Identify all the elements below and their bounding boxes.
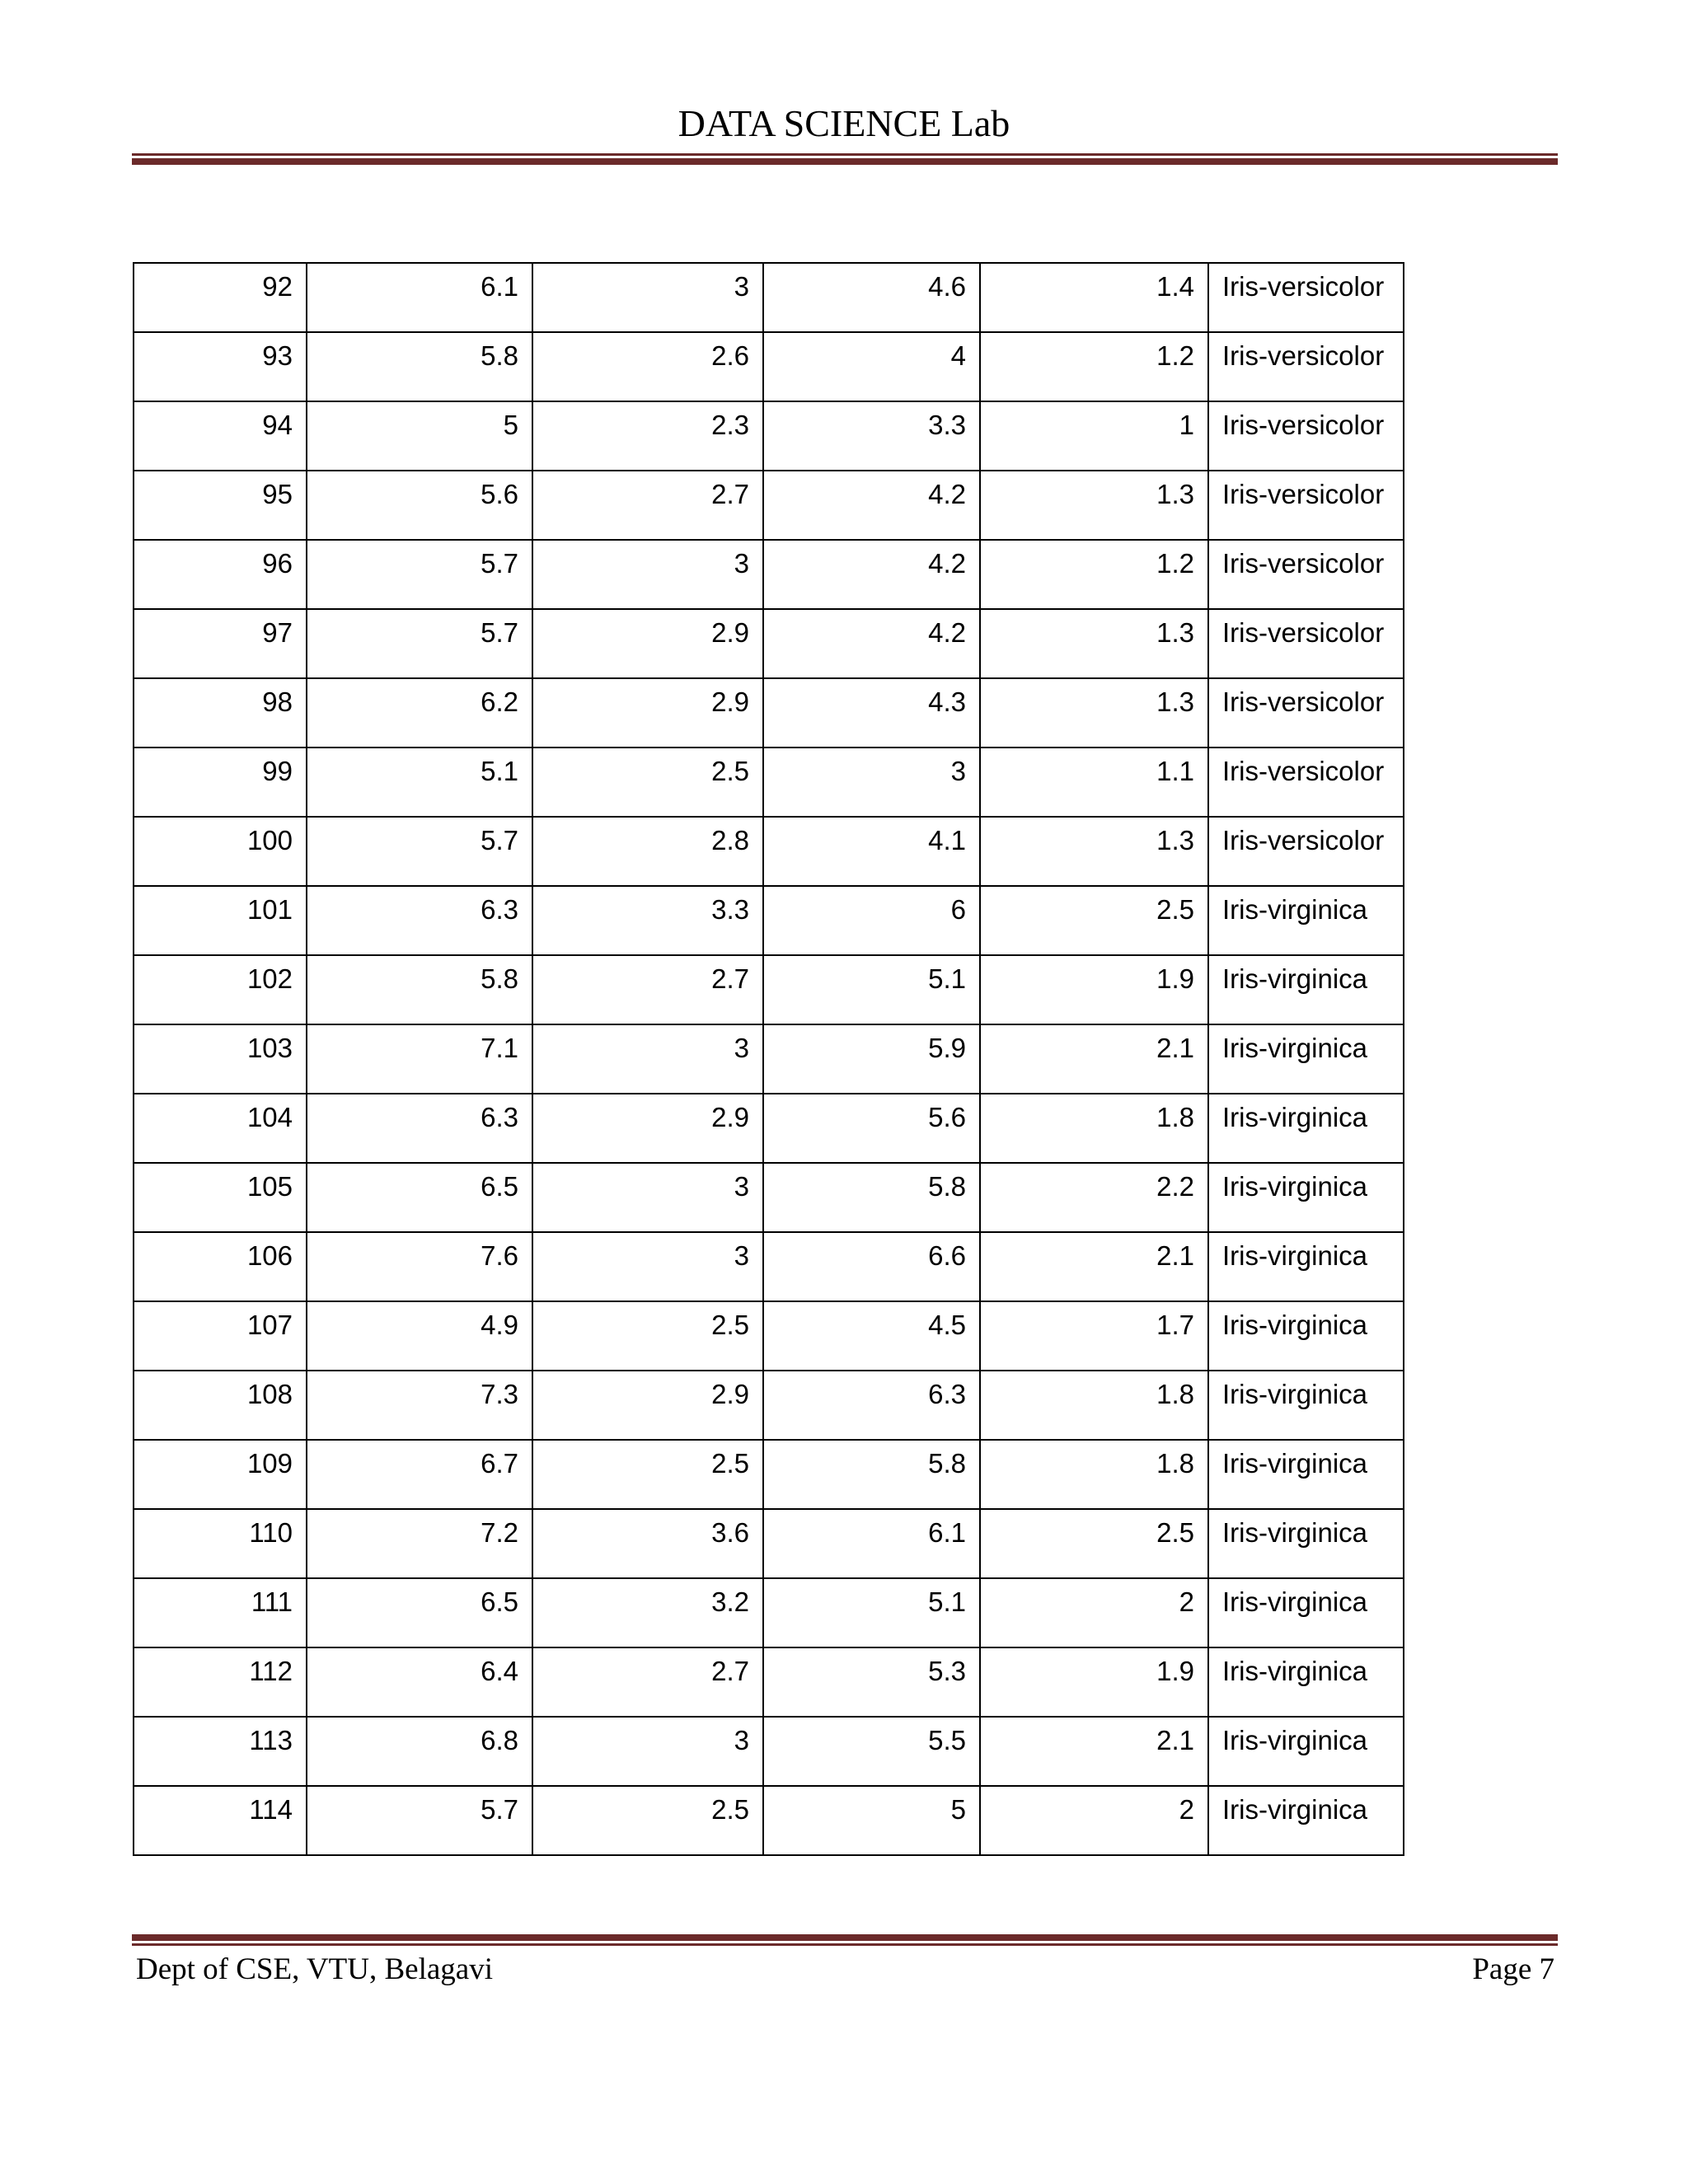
row-id-cell: 114	[134, 1786, 307, 1855]
row-id-cell: 112	[134, 1647, 307, 1717]
sepal-width-cell: 2.7	[532, 955, 763, 1024]
petal-length-cell: 5.5	[763, 1717, 980, 1786]
sepal-length-cell: 6.4	[307, 1647, 532, 1717]
petal-width-cell: 2.1	[980, 1717, 1208, 1786]
footer-page-number: Page 7	[1472, 1952, 1554, 1986]
petal-width-cell: 2.1	[980, 1232, 1208, 1301]
sepal-length-cell: 6.5	[307, 1163, 532, 1232]
species-cell: Iris-versicolor	[1208, 748, 1404, 817]
sepal-length-cell: 5.7	[307, 1786, 532, 1855]
species-cell: Iris-versicolor	[1208, 401, 1404, 471]
petal-length-cell: 4.2	[763, 609, 980, 678]
sepal-length-cell: 6.3	[307, 886, 532, 955]
petal-width-cell: 1.9	[980, 1647, 1208, 1717]
table-row	[134, 1578, 1404, 1647]
species-cell: Iris-virginica	[1208, 1232, 1404, 1301]
petal-length-cell: 6.6	[763, 1232, 980, 1301]
footer-department: Dept of CSE, VTU, Belagavi	[136, 1952, 493, 1986]
species-cell: Iris-versicolor	[1208, 332, 1404, 401]
petal-length-cell: 6.1	[763, 1509, 980, 1578]
petal-length-cell: 5.8	[763, 1440, 980, 1509]
petal-length-cell: 5.8	[763, 1163, 980, 1232]
table-row	[134, 1371, 1404, 1440]
table-row	[134, 955, 1404, 1024]
petal-width-cell: 2.5	[980, 1509, 1208, 1578]
species-cell: Iris-virginica	[1208, 886, 1404, 955]
table-row	[134, 1440, 1404, 1509]
sepal-length-cell: 7.3	[307, 1371, 532, 1440]
row-id-cell: 98	[134, 678, 307, 748]
species-cell: Iris-versicolor	[1208, 678, 1404, 748]
petal-length-cell: 5.3	[763, 1647, 980, 1717]
row-id-cell: 109	[134, 1440, 307, 1509]
petal-width-cell: 1.1	[980, 748, 1208, 817]
sepal-width-cell: 2.5	[532, 1440, 763, 1509]
table-row	[134, 1647, 1404, 1717]
species-cell: Iris-virginica	[1208, 1371, 1404, 1440]
sepal-width-cell: 2.5	[532, 1301, 763, 1371]
row-id-cell: 92	[134, 263, 307, 332]
petal-width-cell: 2.5	[980, 886, 1208, 955]
footer-rule	[132, 1934, 1558, 1946]
page-header-title: DATA SCIENCE Lab	[678, 102, 1010, 144]
petal-length-cell: 3	[763, 748, 980, 817]
petal-length-cell: 6.3	[763, 1371, 980, 1440]
petal-width-cell: 1	[980, 401, 1208, 471]
petal-width-cell: 1.8	[980, 1094, 1208, 1163]
species-cell: Iris-virginica	[1208, 1578, 1404, 1647]
petal-width-cell: 1.8	[980, 1371, 1208, 1440]
species-cell: Iris-virginica	[1208, 1717, 1404, 1786]
row-id-cell: 105	[134, 1163, 307, 1232]
sepal-width-cell: 2.9	[532, 678, 763, 748]
sepal-width-cell: 2.7	[532, 471, 763, 540]
sepal-length-cell: 5.7	[307, 817, 532, 886]
petal-width-cell: 2.2	[980, 1163, 1208, 1232]
row-id-cell: 100	[134, 817, 307, 886]
table-row	[134, 1094, 1404, 1163]
row-id-cell: 107	[134, 1301, 307, 1371]
sepal-length-cell: 5	[307, 401, 532, 471]
petal-length-cell: 4.2	[763, 471, 980, 540]
sepal-width-cell: 2.3	[532, 401, 763, 471]
sepal-width-cell: 2.5	[532, 748, 763, 817]
species-cell: Iris-virginica	[1208, 1024, 1404, 1094]
sepal-width-cell: 3.6	[532, 1509, 763, 1578]
sepal-length-cell: 5.8	[307, 955, 532, 1024]
table-row	[134, 1301, 1404, 1371]
species-cell: Iris-versicolor	[1208, 609, 1404, 678]
table-row	[134, 1509, 1404, 1578]
sepal-width-cell: 2.9	[532, 1094, 763, 1163]
sepal-length-cell: 4.9	[307, 1301, 532, 1371]
petal-width-cell: 1.2	[980, 332, 1208, 401]
row-id-cell: 103	[134, 1024, 307, 1094]
row-id-cell: 104	[134, 1094, 307, 1163]
sepal-width-cell: 2.9	[532, 1371, 763, 1440]
table-row	[134, 609, 1404, 678]
petal-length-cell: 3.3	[763, 401, 980, 471]
sepal-length-cell: 5.8	[307, 332, 532, 401]
header-rule	[132, 153, 1558, 165]
row-id-cell: 110	[134, 1509, 307, 1578]
sepal-length-cell: 7.2	[307, 1509, 532, 1578]
row-id-cell: 113	[134, 1717, 307, 1786]
petal-length-cell: 5.9	[763, 1024, 980, 1094]
row-id-cell: 96	[134, 540, 307, 609]
sepal-length-cell: 5.7	[307, 609, 532, 678]
row-id-cell: 95	[134, 471, 307, 540]
petal-length-cell: 6	[763, 886, 980, 955]
sepal-length-cell: 6.5	[307, 1578, 532, 1647]
table-row	[134, 1786, 1404, 1855]
species-cell: Iris-virginica	[1208, 1301, 1404, 1371]
species-cell: Iris-virginica	[1208, 1509, 1404, 1578]
sepal-width-cell: 2.6	[532, 332, 763, 401]
table-row	[134, 471, 1404, 540]
sepal-width-cell: 2.7	[532, 1647, 763, 1717]
row-id-cell: 101	[134, 886, 307, 955]
petal-length-cell: 5.1	[763, 1578, 980, 1647]
sepal-width-cell: 3	[532, 1163, 763, 1232]
species-cell: Iris-versicolor	[1208, 817, 1404, 886]
table-row	[134, 401, 1404, 471]
sepal-width-cell: 3	[532, 1232, 763, 1301]
petal-width-cell: 1.4	[980, 263, 1208, 332]
table-row	[134, 1024, 1404, 1094]
petal-length-cell: 4.5	[763, 1301, 980, 1371]
species-cell: Iris-virginica	[1208, 1440, 1404, 1509]
species-cell: Iris-virginica	[1208, 1786, 1404, 1855]
petal-length-cell: 5.1	[763, 955, 980, 1024]
petal-length-cell: 4.1	[763, 817, 980, 886]
sepal-length-cell: 6.1	[307, 263, 532, 332]
sepal-length-cell: 6.2	[307, 678, 532, 748]
sepal-length-cell: 5.7	[307, 540, 532, 609]
row-id-cell: 93	[134, 332, 307, 401]
species-cell: Iris-versicolor	[1208, 540, 1404, 609]
table-row	[134, 748, 1404, 817]
petal-length-cell: 4.6	[763, 263, 980, 332]
petal-width-cell: 1.3	[980, 817, 1208, 886]
petal-length-cell: 4.2	[763, 540, 980, 609]
petal-width-cell: 1.9	[980, 955, 1208, 1024]
sepal-width-cell: 2.8	[532, 817, 763, 886]
table-row	[134, 678, 1404, 748]
row-id-cell: 106	[134, 1232, 307, 1301]
petal-width-cell: 1.8	[980, 1440, 1208, 1509]
petal-width-cell: 2	[980, 1578, 1208, 1647]
sepal-width-cell: 3.3	[532, 886, 763, 955]
petal-width-cell: 2	[980, 1786, 1208, 1855]
row-id-cell: 94	[134, 401, 307, 471]
petal-length-cell: 5.6	[763, 1094, 980, 1163]
species-cell: Iris-virginica	[1208, 1163, 1404, 1232]
sepal-width-cell: 3	[532, 1717, 763, 1786]
species-cell: Iris-versicolor	[1208, 471, 1404, 540]
sepal-width-cell: 3	[532, 263, 763, 332]
petal-length-cell: 4	[763, 332, 980, 401]
iris-data-table	[133, 262, 1404, 1856]
sepal-width-cell: 3	[532, 1024, 763, 1094]
table-row	[134, 1163, 1404, 1232]
sepal-length-cell: 6.3	[307, 1094, 532, 1163]
sepal-width-cell: 3.2	[532, 1578, 763, 1647]
sepal-length-cell: 5.6	[307, 471, 532, 540]
row-id-cell: 102	[134, 955, 307, 1024]
petal-length-cell: 4.3	[763, 678, 980, 748]
row-id-cell: 97	[134, 609, 307, 678]
row-id-cell: 108	[134, 1371, 307, 1440]
table-row	[134, 332, 1404, 401]
petal-width-cell: 2.1	[980, 1024, 1208, 1094]
species-cell: Iris-versicolor	[1208, 263, 1404, 332]
table-row	[134, 817, 1404, 886]
sepal-length-cell: 5.1	[307, 748, 532, 817]
table-row	[134, 540, 1404, 609]
sepal-width-cell: 2.9	[532, 609, 763, 678]
species-cell: Iris-virginica	[1208, 1094, 1404, 1163]
row-id-cell: 111	[134, 1578, 307, 1647]
sepal-width-cell: 3	[532, 540, 763, 609]
species-cell: Iris-virginica	[1208, 1647, 1404, 1717]
petal-width-cell: 1.3	[980, 678, 1208, 748]
petal-width-cell: 1.2	[980, 540, 1208, 609]
petal-width-cell: 1.3	[980, 471, 1208, 540]
table-body	[134, 263, 1404, 1855]
sepal-length-cell: 7.1	[307, 1024, 532, 1094]
sepal-length-cell: 6.7	[307, 1440, 532, 1509]
table-row	[134, 1232, 1404, 1301]
table-row	[134, 263, 1404, 332]
species-cell: Iris-virginica	[1208, 955, 1404, 1024]
petal-width-cell: 1.7	[980, 1301, 1208, 1371]
sepal-width-cell: 2.5	[532, 1786, 763, 1855]
petal-length-cell: 5	[763, 1786, 980, 1855]
petal-width-cell: 1.3	[980, 609, 1208, 678]
sepal-length-cell: 6.8	[307, 1717, 532, 1786]
table-row	[134, 886, 1404, 955]
row-id-cell: 99	[134, 748, 307, 817]
sepal-length-cell: 7.6	[307, 1232, 532, 1301]
table-row	[134, 1717, 1404, 1786]
